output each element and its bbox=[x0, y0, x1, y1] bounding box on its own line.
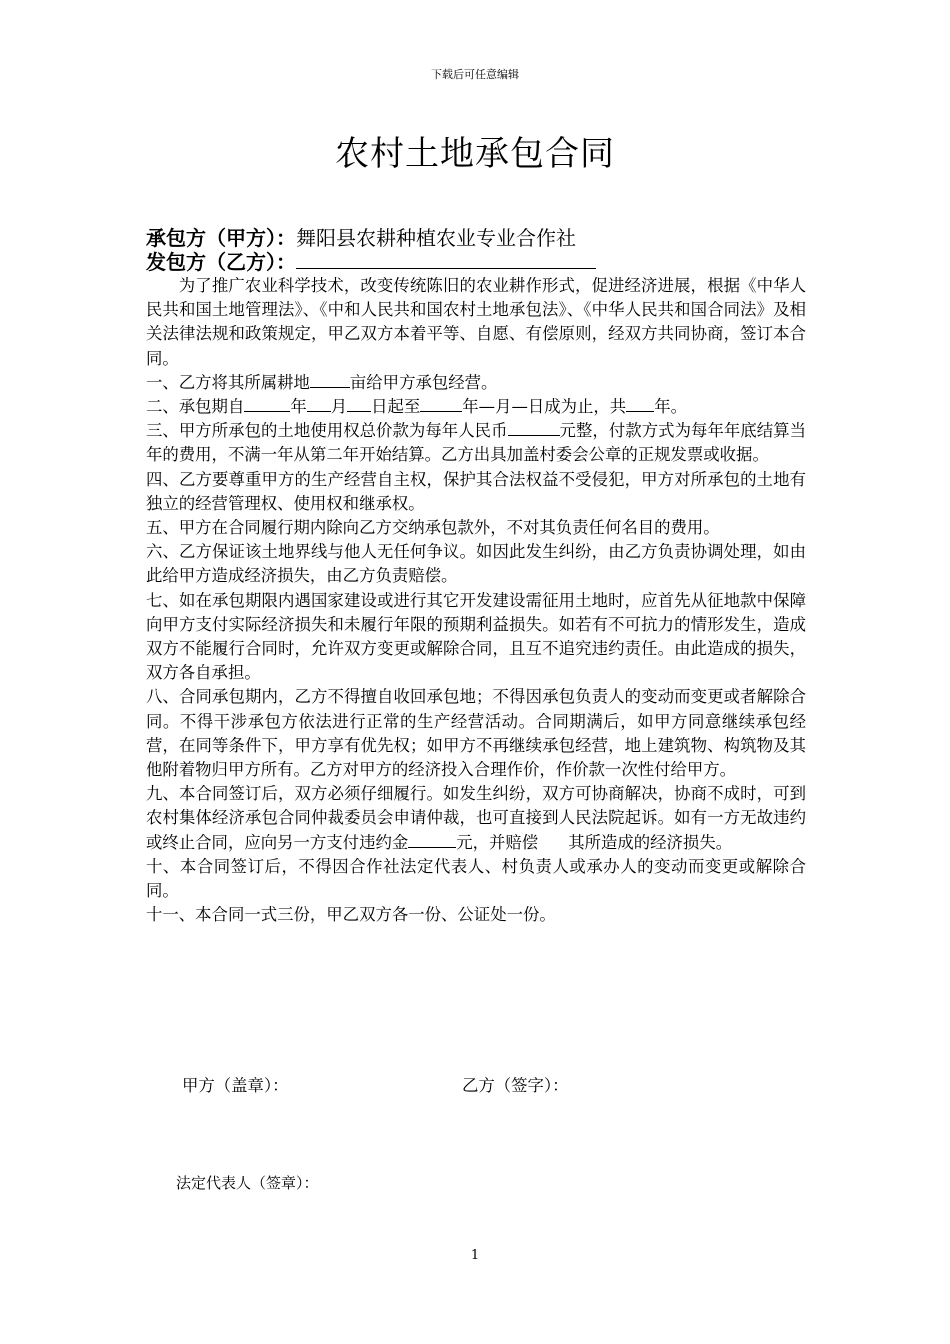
blank-start-month bbox=[307, 395, 331, 412]
preamble: 为了推广农业科学技术，改变传统陈旧的农业耕作形式，促进经济进展，根据《中华人民共和国土地管理法》、《中和人民共和国农村土地承包法》、《中华人民共和国合同法》及相关法律法规和政策规定，甲乙双方本着平等、自愿、有偿原则，经双方共同协商，签订本合同。 bbox=[146, 276, 806, 368]
clause-2-until: 日起至 bbox=[371, 397, 421, 417]
party-a-label: 承包方（甲方）： bbox=[146, 226, 296, 250]
clause-7: 七、如在承包期限内遇国家建设或进行其它开发建设需征用土地时，应首先从征地款中保障向甲方支付实际经济损失和未履行年限的预期利益损失。如若有不可抗力的情形发生，造成双方不能履行合同时，允许双方变更或解除合同，且互不追究违约责任。由此造成的损失，双方各自承担。 bbox=[146, 590, 806, 683]
party-b-signature: 乙方（签字）： bbox=[462, 1076, 569, 1095]
clause-2-text: 二、承包期自 bbox=[146, 397, 245, 417]
blank-start-day bbox=[347, 395, 371, 412]
legal-representative: 法定代表人（签章）： bbox=[176, 1174, 319, 1192]
clause-9-text-end: 其所造成的经济损失。 bbox=[568, 832, 733, 852]
clause-9 bbox=[146, 782, 806, 855]
blank-total-years bbox=[626, 395, 654, 412]
clause-10: 十、本合同签订后，不得因合作社法定代表人、村负责人或承办人的变动而变更或解除合同。 bbox=[146, 856, 806, 901]
blank-penalty bbox=[408, 831, 456, 848]
blank-start-year bbox=[244, 395, 290, 412]
party-a-line bbox=[146, 226, 576, 250]
clause-6: 六、乙方保证该土地界线与他人无任何争议。如因此发生纠纷，由乙方负责协调处理，如由此给甲方造成经济损失，由乙方负责赔偿。 bbox=[146, 542, 806, 586]
clause-9-text-mid: 元，并赔偿 bbox=[456, 832, 539, 852]
clause-2-year: 年 bbox=[290, 397, 307, 417]
clause-1-text-end: 亩给甲方承包经营。 bbox=[349, 372, 498, 392]
clause-8: 八、合同承包期内，乙方不得擅自收回承包地；不得因承包负责人的变动而变更或者解除合同。不得干涉承包方依法进行正常的生产经营活动。合同期满后，如甲方同意继续承包经营，在同等条件下，甲方享有优先权；如甲方不再继续承包经营，地上建筑物、构筑物及其他附着物归甲方所有。乙方对甲方的经济投入合理作价，作价款一次性付给甲方。 bbox=[146, 687, 806, 780]
clause-1 bbox=[146, 371, 806, 395]
clause-4: 四、乙方要尊重甲方的生产经营自主权，保护其合法权益不受侵犯，甲方对所承包的土地有独立的经营管理权、使用权和继承权。 bbox=[146, 469, 806, 513]
party-b-label: 发包方（乙方）： bbox=[146, 250, 296, 274]
clause-1-text: 一、乙方将其所属耕地 bbox=[146, 372, 310, 392]
clause-2 bbox=[146, 395, 806, 419]
blank-acreage bbox=[310, 371, 350, 388]
clause-3 bbox=[146, 419, 806, 467]
clause-2-years: 年。 bbox=[654, 397, 687, 417]
clause-3-text: 三、甲方所承包的土地使用权总价款为每年人民币 bbox=[146, 421, 508, 441]
party-b-line bbox=[146, 250, 596, 274]
contract-body bbox=[146, 274, 806, 927]
clause-2-end: 年—月—日成为止，共 bbox=[462, 397, 627, 417]
header-note: 下载后可任意编辑 bbox=[431, 68, 519, 81]
party-b-blank bbox=[296, 250, 596, 269]
clause-11: 十一、本合同一式三份，甲乙双方各一份、公证处一份。 bbox=[146, 905, 556, 925]
clause-9-text: 九、本合同签订后，双方必须仔细履行。如发生纠纷，双方可协商解决，协商不成时，可到农村集体经济承包合同仲裁委员会申请仲裁，也可直接到人民法院起诉。如有一方无故违约或终止合同，应向另一方支付违约金 bbox=[146, 784, 806, 852]
page-number: 1 bbox=[470, 1248, 480, 1263]
document-title: 农村土地承包合同 bbox=[335, 134, 615, 174]
blank-price bbox=[508, 419, 560, 436]
clause-3-text-end: 元整，付款方式为每年年底结算当年的费用，不满一年从第二年开始结算。乙方出具加盖村委会公章的正规发票或收据。 bbox=[146, 421, 807, 465]
blank-end-year bbox=[420, 395, 462, 412]
clause-5: 五、甲方在合同履行期内除向乙方交纳承包款外，不对其负责任何名目的费用。 bbox=[146, 518, 720, 538]
party-a-seal: 甲方（盖章）： bbox=[182, 1076, 289, 1095]
clause-2-month: 月 bbox=[330, 397, 348, 417]
party-a-value: 舞阳县农耕种植农业专业合作社 bbox=[296, 226, 576, 250]
